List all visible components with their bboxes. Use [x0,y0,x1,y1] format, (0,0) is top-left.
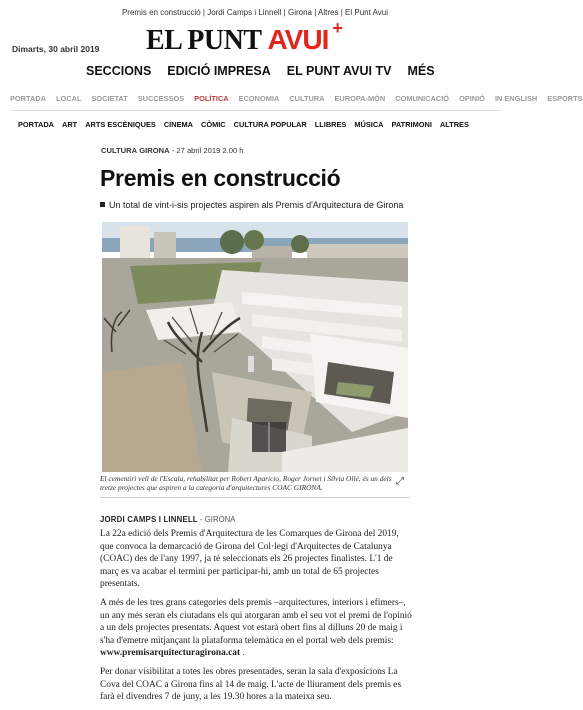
author-name[interactable]: JORDI CAMPS I LINNELL [100,515,198,524]
section-nav-item[interactable]: LOCAL [56,94,82,103]
culture-nav-item[interactable]: ALTRES [439,120,469,129]
photo-caption: El cementiri vell de l'Escala, rehabilitat per Robert Aparicio, Roger Jornet i Sílvia Ollé, és un dels tretze projectes que aspiren a la categoria d'arquitectures COAC GIRONA. [100,474,392,492]
article-city[interactable]: GIRONA [139,146,170,155]
section-nav-item[interactable]: CULTURA [289,94,325,103]
article-subhead-text: Un total de vint-i-sis projectes aspiren als Premis d'Arquitectura de Girona [109,200,404,210]
culture-nav-item[interactable]: MÚSICA [354,120,384,129]
article-byline: JORDI CAMPS I LINNELL - GIRONA [100,515,236,524]
main-nav [86,64,435,78]
main-nav-mes[interactable]: MÉS [407,64,435,78]
site-logo[interactable] [146,18,343,56]
paragraph: Per donar visibilitat a totes les obres presentades, seran la sala d'exposicions La Cova del COAC a Girona fins al 14 de maig. L'acte de lliurament dels premis es farà el divendres 7 de juny, a les 19.30 hores a la mateixa seu. [100,666,402,703]
culture-nav-item[interactable]: PATRIMONI [391,120,432,129]
main-nav-tv[interactable]: EL PUNT AVUI TV [286,64,392,78]
main-nav-edicio-impresa[interactable]: EDICIÓ IMPRESA [167,64,271,78]
article-body [100,528,412,710]
cemetery-photo [102,222,408,472]
section-nav-item[interactable]: ECONOMIA [238,94,280,103]
divider [100,497,410,498]
section-nav-item[interactable]: ESPORTS [547,94,583,103]
section-nav-item[interactable]: EUROPA-MÓN [334,94,386,103]
culture-nav [18,120,469,129]
section-nav-item[interactable]: OPINIÓ [459,94,485,103]
browser-title: Premis en construcció | Jordi Camps i Linnell | Girona | Altres | El Punt Avui [121,8,389,17]
article-meta: CULTURA GIRONA - 27 abril 2019 2.00 h [101,146,244,155]
section-nav-item[interactable]: SOCIETAT [91,94,128,103]
article-headline: Premis en construcció [100,165,341,191]
section-nav-item[interactable]: POLÍTICA [194,94,229,103]
bullet-icon [100,202,105,207]
current-date: Dimarts, 30 abril 2019 [12,44,100,54]
article-subhead [100,200,422,210]
paragraph [100,597,412,660]
divider [10,110,502,111]
logo-el-punt: EL PUNT [146,25,268,56]
logo-avui: AVUI [267,24,329,55]
paragraph-text: . [240,648,245,659]
premis-link[interactable]: www.premisarquitecturagirona.cat [100,648,241,659]
section-nav-item[interactable]: COMUNICACIÓ [395,94,450,103]
culture-nav-item[interactable]: CULTURA POPULAR [233,120,307,129]
expand-icon[interactable]: ⤢ [396,476,404,487]
culture-nav-item[interactable]: CINEMA [163,120,193,129]
culture-nav-item[interactable]: LLIBRES [314,120,347,129]
section-nav-item[interactable]: SUCCESSOS [137,94,185,103]
article-category[interactable]: CULTURA [101,146,138,155]
main-nav-seccions[interactable]: SECCIONS [86,64,152,78]
culture-nav-item[interactable]: CÒMIC [201,120,226,129]
paragraph: La 22a edició dels Premis d'Arquitectura de les Comarques de Girona del 2019, que convoca la demarcació de Girona del Col·legi d'Arquitectes de Catalunya (COAC) des de l'any 1997, ja té seleccionats els 26 projectes finalistes. L'1 de març es va acabar el termini per participar-hi, amb un total de 65 projectes presentats. [100,529,399,590]
paragraph-text: A més de les tres grans categories dels premis –arquitectures, interiors i efímers–, un any més seran els ciutadans els qui atorgaran amb el seu vot el premi de l'opinió a un dels projectes presentats. Aquest vot estarà obert fins al dilluns 20 de maig i s'ha d'emetre mitjançant la plataforma telemàtica en el portal web dels premis: [100,597,412,646]
culture-nav-item[interactable]: ARTS ESCÈNIQUES [85,120,156,129]
culture-nav-item[interactable]: ART [62,120,78,129]
culture-nav-item[interactable]: PORTADA [18,120,54,129]
section-nav-item[interactable]: IN ENGLISH [494,94,538,103]
section-nav-item[interactable]: PORTADA [10,94,46,103]
byline-location: GIRONA [204,515,236,524]
logo-plus: + [332,18,343,38]
article-datetime: 27 abril 2019 2.00 h [176,146,244,155]
section-nav [10,94,583,103]
article-photo[interactable] [102,222,408,472]
